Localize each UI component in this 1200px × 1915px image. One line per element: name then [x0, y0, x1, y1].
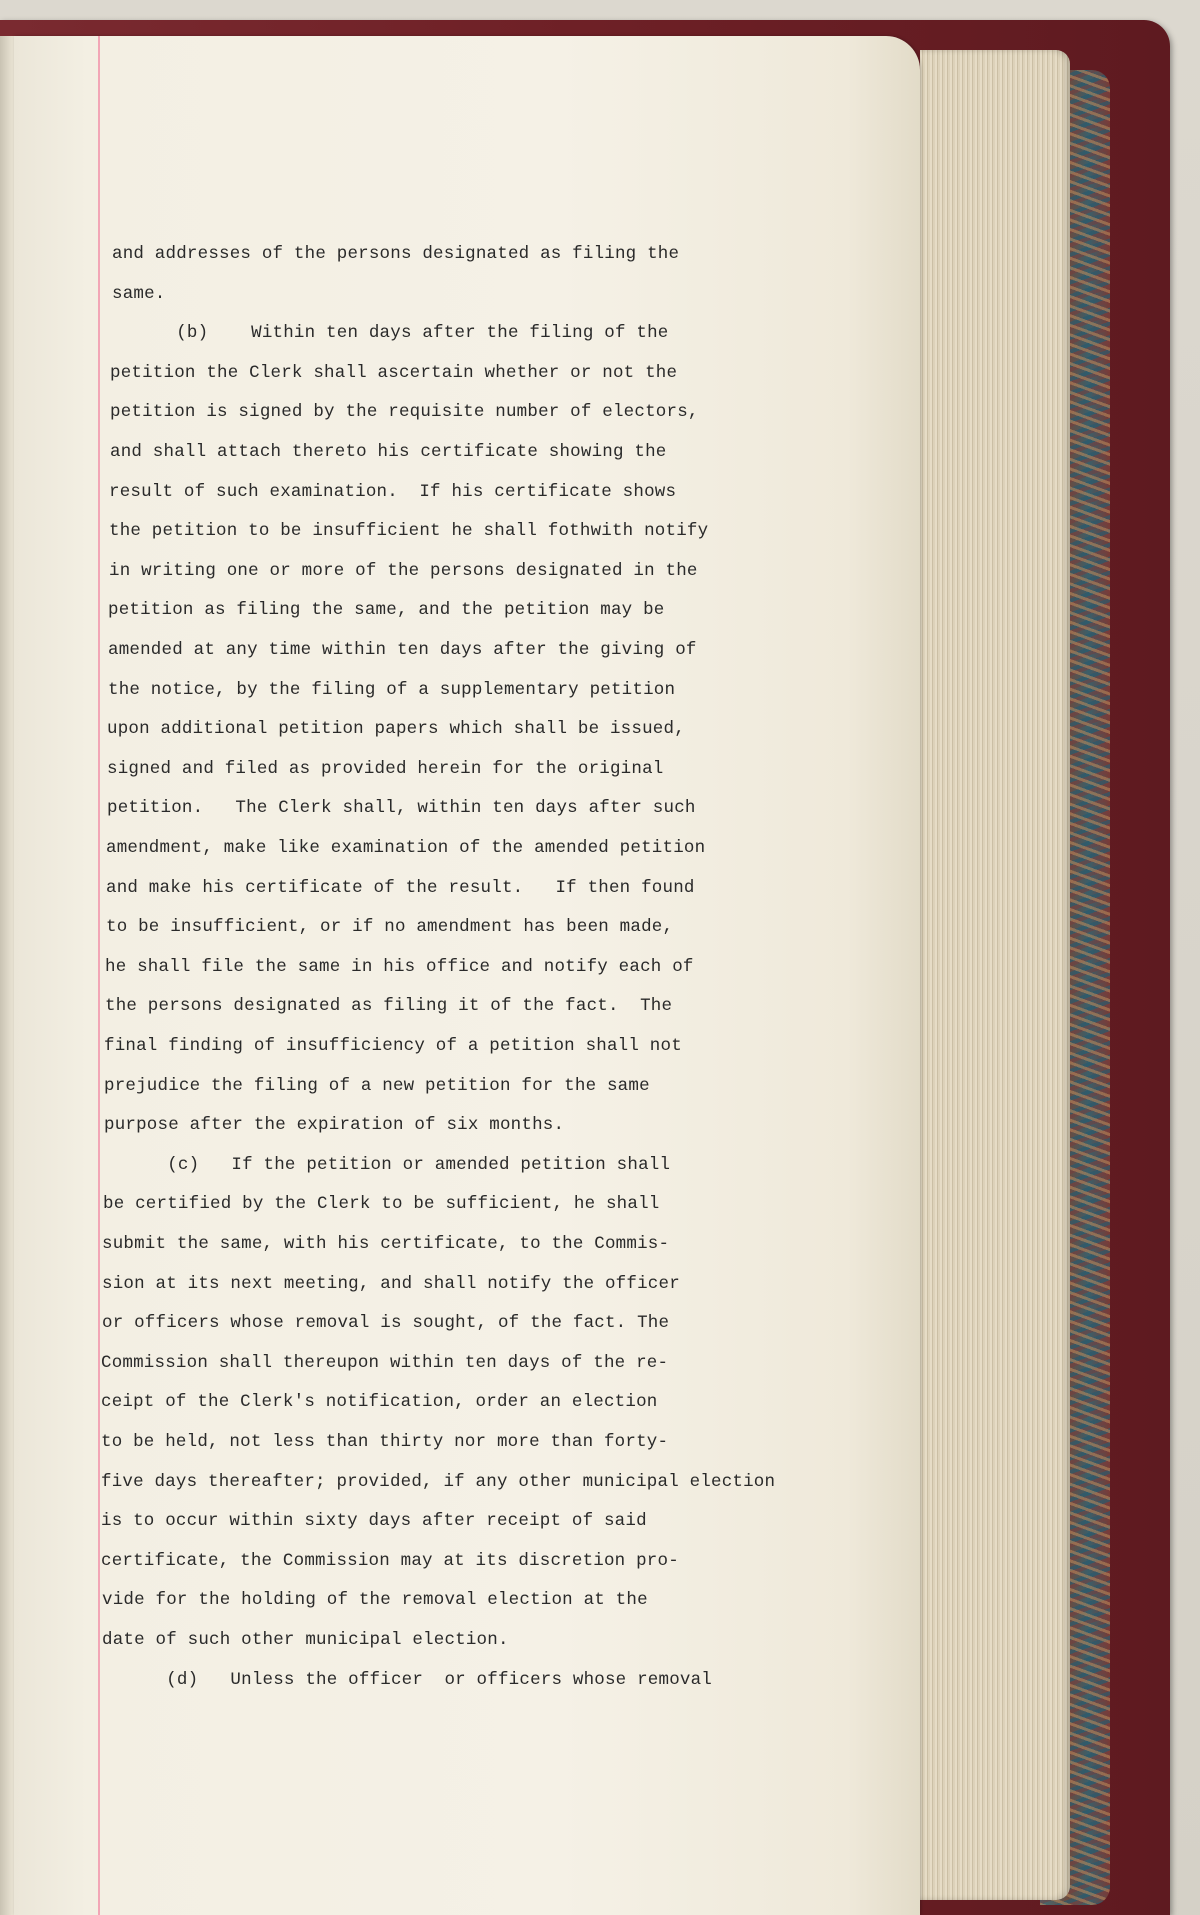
book-gutter — [0, 36, 14, 1915]
text-line: vide for the holding of the removal election at the — [102, 1590, 648, 1610]
text-line: and make his certificate of the result. If then found — [106, 878, 695, 898]
text-line: amended at any time within ten days after the giving of — [108, 640, 697, 660]
text-line: the notice, by the filing of a supplementary petition — [108, 680, 676, 700]
text-line: or officers whose removal is sought, of the fact. The — [102, 1313, 670, 1333]
text-line: to be held, not less than thirty nor more than forty- — [101, 1432, 669, 1452]
text-line: Commission shall thereupon within ten days of the re- — [101, 1353, 669, 1373]
text-line: to be insufficient, or if no amendment has been made, — [106, 917, 674, 937]
text-line: purpose after the expiration of six months. — [104, 1115, 565, 1135]
text-line: in writing one or more of the persons designated in the — [109, 561, 698, 581]
text-line: same. — [112, 284, 166, 304]
text-line: (d) Unless the officer or officers whose removal — [102, 1670, 712, 1690]
text-line: petition as filing the same, and the petition may be — [108, 600, 665, 620]
text-line: sion at its next meeting, and shall notify the officer — [102, 1274, 680, 1294]
text-line: prejudice the filing of a new petition for the same — [104, 1076, 650, 1096]
text-line: petition is signed by the requisite number of electors, — [110, 402, 699, 422]
text-line: ceipt of the Clerk's notification, order an election — [101, 1392, 658, 1412]
text-line: is to occur within sixty days after receipt of said — [101, 1511, 647, 1531]
text-line: the petition to be insufficient he shall fothwith notify — [109, 521, 709, 541]
text-line: the persons designated as filing it of the fact. The — [105, 996, 673, 1016]
text-line: be certified by the Clerk to be sufficient, he shall — [103, 1194, 660, 1214]
margin-rule — [98, 36, 100, 1915]
text-line: petition the Clerk shall ascertain whether or not the — [110, 363, 678, 383]
text-line: (b) Within ten days after the filing of the — [112, 323, 669, 343]
text-line: and shall attach thereto his certificate showing the — [110, 442, 667, 462]
page-edges — [920, 50, 1070, 1900]
text-line: submit the same, with his certificate, to the Commis- — [102, 1234, 670, 1254]
text-line: upon additional petition papers which shall be issued, — [107, 719, 685, 739]
text-line: petition. The Clerk shall, within ten days after such — [107, 798, 696, 818]
text-line: final finding of insufficiency of a petition shall not — [104, 1036, 682, 1056]
text-line: five days thereafter; provided, if any other municipal election — [101, 1472, 776, 1492]
text-line: signed and filed as provided herein for the original — [107, 759, 664, 779]
text-line: amendment, make like examination of the amended petition — [106, 838, 706, 858]
text-line: he shall file the same in his office and notify each of — [105, 957, 694, 977]
text-line: and addresses of the persons designated as filing the — [112, 244, 680, 264]
text-line: (c) If the petition or amended petition shall — [103, 1155, 671, 1175]
text-line: result of such examination. If his certificate shows — [109, 482, 677, 502]
text-line: date of such other municipal election. — [102, 1630, 509, 1650]
text-line: certificate, the Commission may at its discretion pro- — [101, 1551, 679, 1571]
